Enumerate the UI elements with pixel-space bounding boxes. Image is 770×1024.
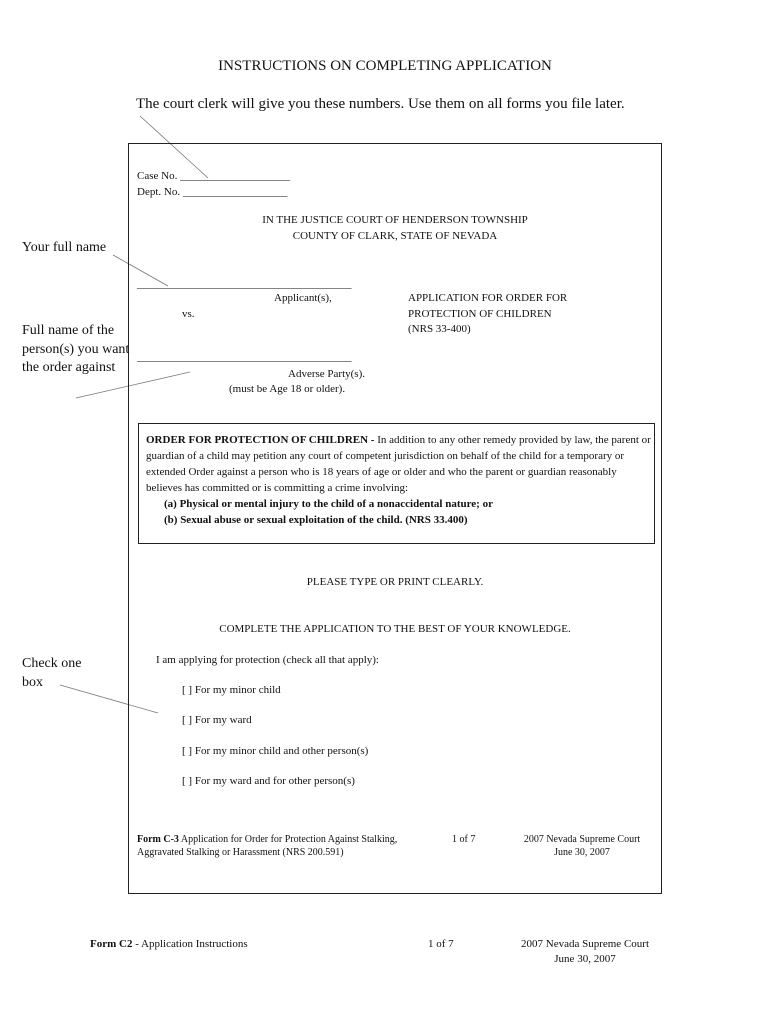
inner-footer-form-id: Form C-3 [137,834,179,845]
inner-footer-form-desc-2: Aggravated Stalking or Harassment (NRS 200.591) [137,847,344,858]
intro-text: The court clerk will give you these numbers. Use them on all forms you file later. [136,96,625,112]
adverse-signature-line: _______________________________________ [137,351,352,363]
option-minor-child-others: [ ] For my minor child and other person(s) [182,745,369,757]
type-print-notice: PLEASE TYPE OR PRINT CLEARLY. [306,576,484,588]
inner-footer-form-desc-1: Application for Order for Protection Against Stalking, [180,834,398,845]
page-title: INSTRUCTIONS ON COMPLETING APPLICATION [218,58,552,74]
page-footer-page: 1 of 7 [428,938,454,950]
option-ward-others: [ ] For my ward and for other person(s) [182,775,355,787]
inner-footer-court-2: June 30, 2007 [554,847,610,858]
option-minor-child: [ ] For my minor child [182,684,281,696]
info-box-item-b: (b) Sexual abuse or sexual exploitation of the child. (NRS 33.400) [164,514,468,526]
info-box-item-a: (a) Physical or mental injury to the child of a nonaccidental nature; or [164,498,493,510]
case-number-field: Case No. ____________________ [137,170,291,182]
adverse-party-label: Adverse Party(s). [288,368,365,380]
applicant-label: Applicant(s), [274,292,332,304]
inner-footer-form [137,834,397,845]
application-title-1: APPLICATION FOR ORDER FOR [408,292,568,304]
applicant-signature-line: _______________________________________ [137,278,352,290]
page-footer-form-id: Form C2 [90,938,133,950]
info-box-body: In addition to any other remedy provided by law, the parent or guardian of a child may petition any court of competent jurisdiction on behalf of the child for a temporary or extended Order against a person who is 18 years of age or older and who the parent or guardian reasonably believes has committed or is committing a crime involving: [146,434,651,494]
side-note-full-name: Your full name [22,240,107,255]
court-line-2: COUNTY OF CLARK, STATE OF NEVADA [292,230,498,242]
order-info-box [138,423,655,544]
inner-footer-page: 1 of 7 [452,834,476,845]
page-footer-form-desc: - Application Instructions [132,938,248,950]
side-note-adverse: Full name of the person(s) you want the order against [22,323,130,375]
dept-number-field: Dept. No. ___________________ [137,186,288,198]
inner-footer-court-1: 2007 Nevada Supreme Court [523,834,641,845]
adverse-age-label: (must be Age 18 or older). [229,383,346,395]
page-footer-court-2: June 30, 2007 [554,953,616,965]
side-note-check: Check one box [22,656,82,690]
applying-label: I am applying for protection (check all that apply): [156,654,379,666]
vs-label: vs. [182,308,195,320]
page-footer-form [90,938,248,950]
application-title-3: (NRS 33-400) [408,323,471,335]
application-title-2: PROTECTION OF CHILDREN [408,308,552,320]
option-ward: [ ] For my ward [182,714,252,726]
page-footer-court-1: 2007 Nevada Supreme Court [521,938,649,950]
info-box-heading: ORDER FOR PROTECTION OF CHILDREN - [146,434,375,446]
court-line-1: IN THE JUSTICE COURT OF HENDERSON TOWNSHIP [262,214,528,226]
complete-notice: COMPLETE THE APPLICATION TO THE BEST OF YOUR KNOWLEDGE. [219,623,571,635]
